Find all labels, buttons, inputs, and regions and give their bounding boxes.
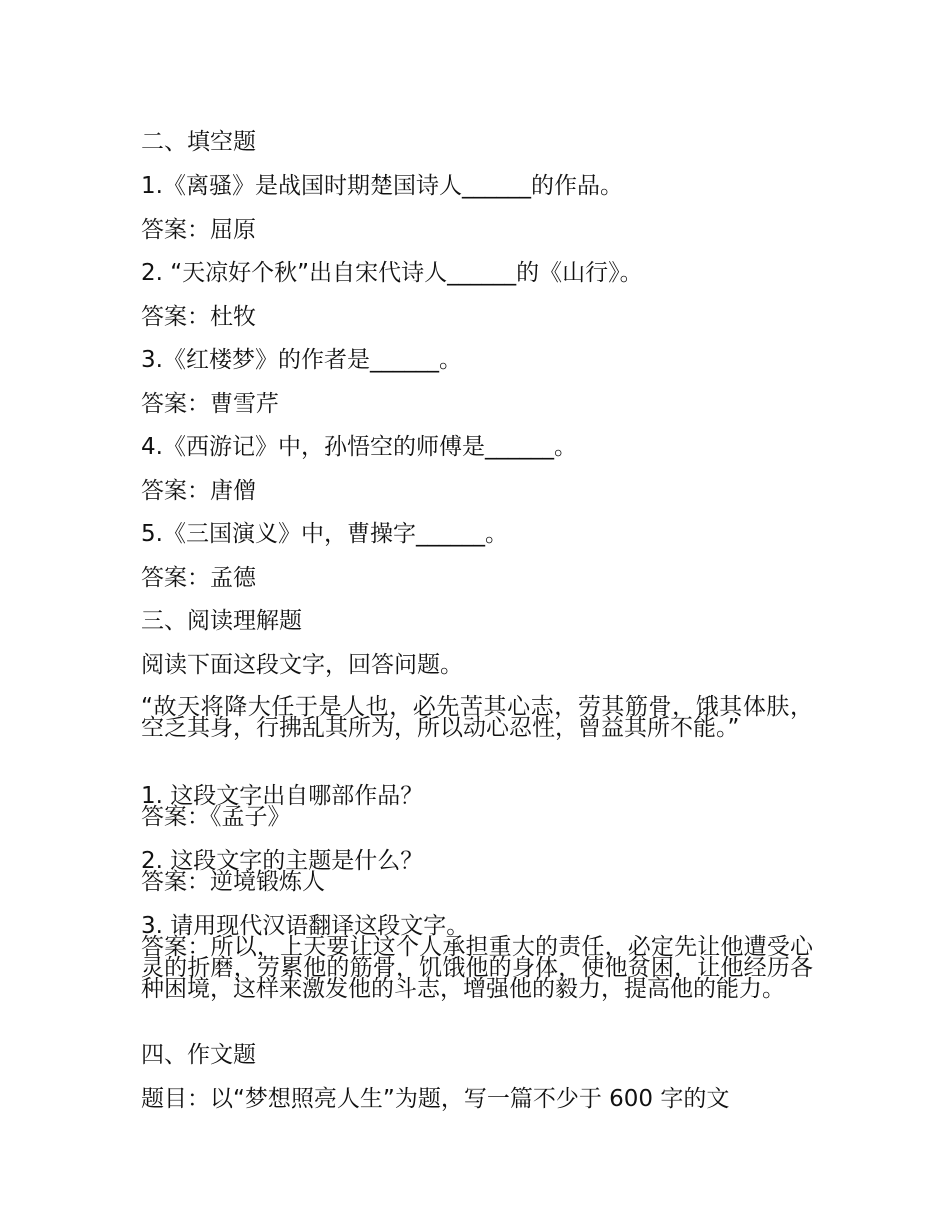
- section-heading-essay: 四、作文题: [141, 1042, 256, 1068]
- section-heading-fill-blank: 二、填空题: [141, 129, 256, 155]
- fill-blank-question-3: 3.《红楼梦》的作者是______。: [141, 347, 462, 373]
- reading-answer-2: 答案：逆境锻炼人: [141, 869, 325, 895]
- reading-question-1: 1. 这段文字出自哪部作品？: [141, 783, 424, 809]
- fill-blank-answer-5: 答案：孟德: [141, 565, 256, 591]
- reading-passage: “故天将降大任于是人也，必先苦其心志，劳其筋骨，饿其体肤，空乏其身，行拂乱其所为，所以动心忍性，曾益其所不能。”: [141, 694, 813, 741]
- reading-answer-3: 答案：所以，上天要让这个人承担重大的责任，必定先让他遭受心灵的折磨，劳累他的筋骨，饥饿他的身体，使他贫困，让他经历各种困境，这样来激发他的斗志，增强他的毅力，提高他的能力。: [141, 934, 813, 1002]
- fill-blank-answer-1: 答案：屈原: [141, 217, 256, 243]
- reading-question-2: 2. 这段文字的主题是什么？: [141, 848, 424, 874]
- reading-answer-1: 答案：《孟子》: [141, 804, 291, 830]
- fill-blank-question-5: 5.《三国演义》中，曹操字______。: [141, 521, 508, 547]
- reading-question-3: 3. 请用现代汉语翻译这段文字。: [141, 913, 470, 939]
- fill-blank-answer-2: 答案：杜牧: [141, 304, 256, 330]
- essay-prompt: 题目：以“梦想照亮人生”为题，写一篇不少于 600 字的文: [141, 1086, 730, 1112]
- reading-instruction: 阅读下面这段文字，回答问题。: [141, 652, 463, 678]
- fill-blank-answer-3: 答案：曹雪芹: [141, 391, 279, 417]
- fill-blank-question-1: 1.《离骚》是战国时期楚国诗人______的作品。: [141, 173, 623, 199]
- fill-blank-question-2: 2. “天凉好个秋”出自宋代诗人______的《山行》。: [141, 260, 643, 286]
- fill-blank-answer-4: 答案：唐僧: [141, 478, 256, 504]
- fill-blank-question-4: 4.《西游记》中，孙悟空的师傅是______。: [141, 434, 577, 460]
- section-heading-reading: 三、阅读理解题: [141, 608, 302, 634]
